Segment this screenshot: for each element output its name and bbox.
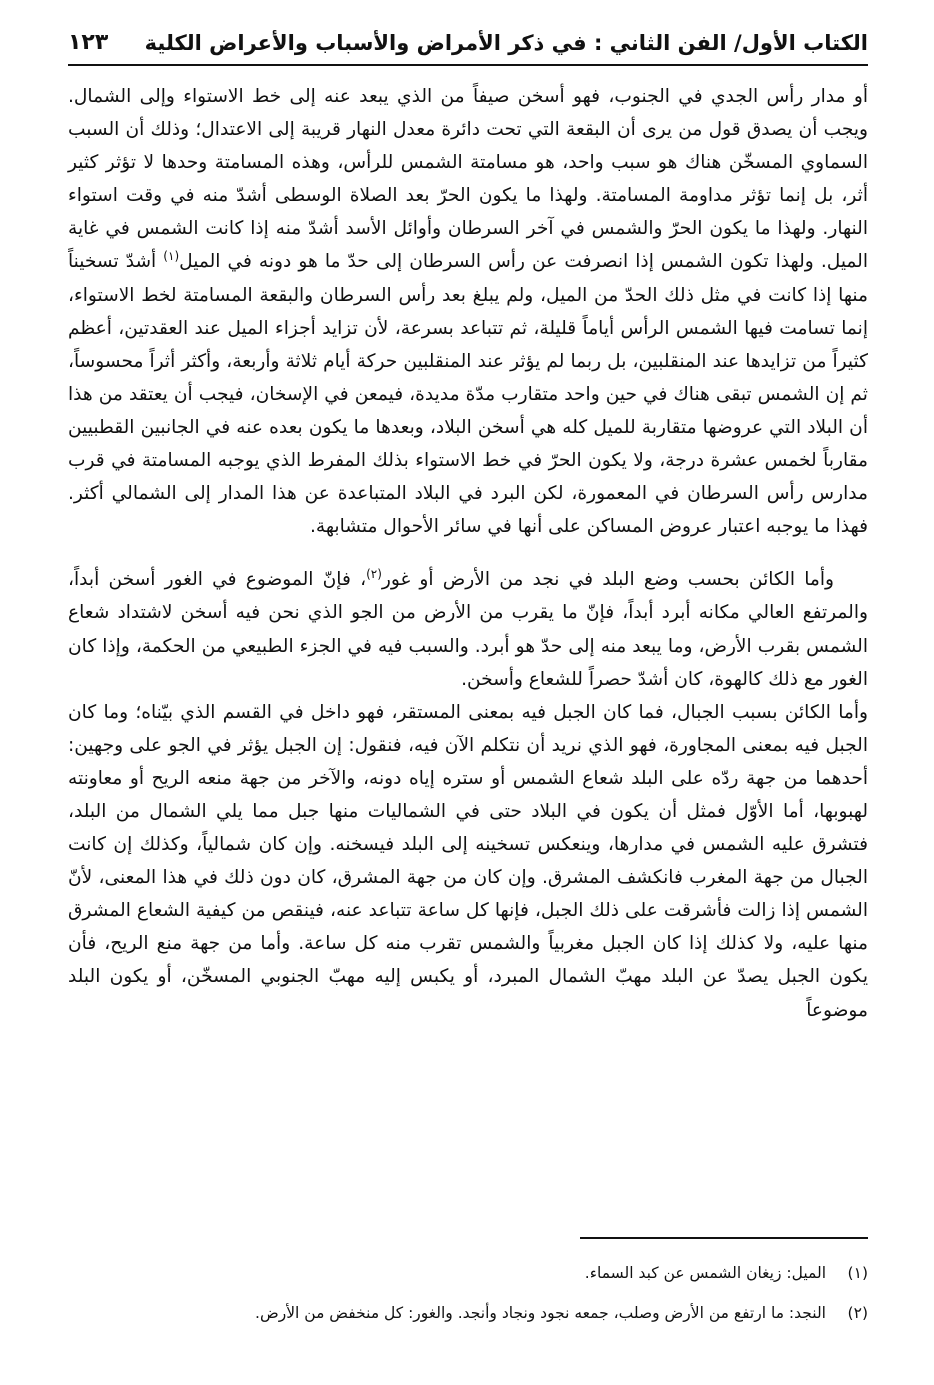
running-header — [68, 30, 868, 66]
paragraph-2-part-a: وأما الكائن بحسب وضع البلد في نجد من الأرض أو غور — [381, 569, 834, 591]
running-title: الكتاب الأول/ الفن الثاني : في ذكر الأمراض والأسباب والأعراض الكلية — [144, 31, 868, 55]
footnote-marker-1: (١) — [163, 249, 180, 264]
paragraph-1-part-b: أشدّ تسخيناً منها إذا كانت في مثل ذلك الحدّ من الميل، ولم يبلغ بعد رأس السرطان والبقعة المسامتة لخط الاستواء، إنما تسامت فيها الشمس الرأس أياماً قليلة، ثم تتباعد بسرعة، لأن تزايد أجزاء الميل عند العقدتين، أعظم كثيراً من تزايدها عند المنقلبين، بل ربما لم يؤثر عند المنقلبين حركة أيام ثلاثة وأربعة، وأكثر أثراً محسوساً، ثم إن الشمس تبقى هناك في حين واحد متقارب مدّة مديدة، فيمعن في الإسخان، فيجب أن يعتقد من هذا أن البلاد التي عروضها متقاربة للميل كله هي أسخن البلاد، وبعدها ما يكون بعده عنه في الجانبين القطبيين مقارباً لخمس عشرة درجة، ولا يكون الحرّ في خط الاستواء بذلك المفرط الذي يوجبه المسامتة في قرب مدارس رأس السرطان في المعمورة، لكن البرد في البلاد المتباعدة عن هذا المدار إلى الشمالي أكثر. فهذا ما يوجبه اعتبار عروض المساكن على أنها في سائر الأحوال متشابهة. — [68, 251, 868, 538]
footnote-1 — [68, 1260, 868, 1286]
footnote-number: (٢) — [847, 1304, 868, 1322]
paragraph-2 — [68, 563, 868, 695]
footnote-text: النجد: ما ارتفع من الأرض وصلب، جمعه نجود ونجاد وأنجد. والغور: كل منخفض من الأرض. — [255, 1304, 826, 1322]
footnote-text: الميل: زيغان الشمس عن كبد السماء. — [584, 1264, 826, 1282]
footnote-separator — [580, 1237, 868, 1239]
page-number: ١٢٣ — [68, 30, 109, 55]
paragraph-2-part-b: ، فإنّ الموضوع في الغور أسخن أبداً، والمرتفع العالي مكانه أبرد أبداً، فإنّ ما يقرب من الأرض من الجو الذي نحن فيه أسخن لاشتداد شعاع الشمس بقرب الأرض، وما يبعد منه إلى حدّ هو أبرد. والسبب فيه في الجزء الطبيعي من الحكمة، وإذا كان الغور مع ذلك كالهوة، كان أشدّ حصراً للشعاع وأسخن. — [68, 569, 868, 690]
paragraph-1-part-a: أو مدار رأس الجدي في الجنوب، فهو أسخن صيفاً من الذي يبعد عنه إلى خط الاستواء وإلى الشمال. ويجب أن يصدق قول من يرى أن البقعة التي تحت دائرة معدل النهار قريبة إلى الاعتدال؛ وذلك أن السبب السماوي المسخّن هناك هو سبب واحد، هو مسامتة الشمس للرأس، وهذه المسامتة وحدها لا تؤثر كثير أثر، بل إنما تؤثر مداومة المسامتة. ولهذا ما يكون الحرّ بعد الصلاة الوسطى أشدّ منه في وقت استواء النهار. ولهذا ما يكون الحرّ والشمس في آخر السرطان وأوائل الأسد أشدّ منه إذا كانت الشمس في غاية الميل. ولهذا تكون الشمس إذا انصرفت عن رأس السرطان إلى حدّ ما هو دونه في الميل — [68, 86, 869, 273]
paragraph-1 — [68, 80, 868, 543]
footnote-marker-2: (٢) — [366, 567, 382, 582]
footnote-2 — [68, 1300, 868, 1326]
footnotes — [68, 1260, 868, 1340]
footnote-number: (١) — [847, 1264, 868, 1282]
book-page — [68, 30, 868, 1355]
main-text — [68, 80, 868, 1027]
paragraph-3: وأما الكائن بسبب الجبال، فما كان الجبل فيه بمعنى المستقر، فهو داخل في القسم الذي بيّناه؛ وما كان الجبل فيه بمعنى المجاورة، فهو الذي نريد أن نتكلم الآن فيه، فنقول: إن الجبل يؤثر في الجو على وجهين: أحدهما من جهة ردّه على البلد شعاع الشمس أو ستره إياه دونه، والآخر من جهة منعه الريح أو معاونته لهبوبها، أما الأوّل فمثل أن يكون في البلاد حتى في الشماليات منها جبل مما يلي الشمال من البلد، فتشرق عليه الشمس في مدارها، وينعكس تسخينه إلى البلد فيسخنه. وإن كان شمالياً، وكذلك إن كانت الجبال من جهة المغرب فانكشف المشرق. وإن كان من جهة المشرق، كان دون ذلك في هذا المعنى، لأنّ الشمس إذا زالت فأشرقت على ذلك الجبل، فإنها كل ساعة تتباعد عنه، فينقص من كيفية الشعاع المشرق منها عليه، ولا كذلك إذا كان الجبل مغربياً والشمس تقرب منه كل ساعة. وأما من جهة منع الريح، فأن يكون الجبل يصدّ عن البلد مهبّ الشمال المبرد، أو يكبس إليه مهبّ الجنوبي المسخّن، أو يكون البلد موضوعاً — [68, 701, 868, 1021]
